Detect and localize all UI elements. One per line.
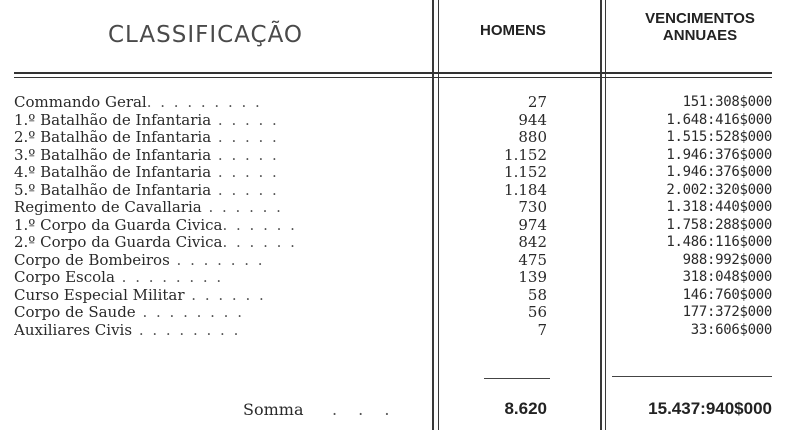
row-label: Corpo de Bombeiros [14,251,170,269]
row-homens: 1.152 [504,163,547,181]
row-vencimentos: 988:992$000 [682,251,772,268]
total-vencimentos: 15.437:940$000 [648,399,772,418]
row-label-cell [14,322,432,339]
row-label: 3.º Batalhão de Infantaria [14,146,212,164]
row-vencimentos: 1.648:416$000 [666,111,772,128]
table-body [0,94,800,339]
total-homens: 8.620 [504,399,547,418]
leader-dots: . . . . . [211,129,279,146]
row-label-cell [14,234,432,251]
row-homens: 1.184 [504,180,547,199]
row-vencimentos: 1.486:116$000 [666,234,772,250]
header-rule-bottom [14,77,772,78]
sum-rule-vencimentos [612,376,772,377]
row-label-cell [14,269,432,286]
row-label-cell [14,112,432,129]
row-label: 1.º Batalhão de Infantaria [14,111,212,129]
leader-dots: . . . . . . . . [132,321,241,339]
leader-dots: . . . . . . . [169,251,265,269]
table-row [0,182,800,200]
leader-dots: . . . . . . . . . [146,94,262,111]
table-row [0,234,800,252]
row-label-cell [14,147,432,164]
row-vencimentos: 1.946:376$000 [666,146,772,163]
row-homens: 944 [518,110,547,129]
leader-dots: . . . . . [211,146,279,164]
leader-dots: . . . . . . [222,216,297,234]
header-vencimentos-line2: ANNUAES [662,27,738,44]
row-label: Corpo Escola [14,269,115,286]
header-vencimentos [610,10,790,44]
row-homens: 56 [527,303,547,321]
row-label-cell [14,182,432,199]
row-label-cell [14,199,432,216]
leader-dots: . . . . . [211,164,279,181]
row-homens: 58 [527,285,547,304]
row-homens: 139 [518,268,547,286]
header-classificacao: CLASSIFICAÇÃO [108,22,304,48]
row-vencimentos: 1.758:288$000 [666,216,772,233]
table-row [0,269,800,287]
row-vencimentos: 151:308$000 [682,94,772,110]
table-row [0,252,800,270]
row-vencimentos: 318:048$000 [682,269,772,285]
total-leader-dots: . . . [332,400,398,419]
row-label-cell [14,304,432,321]
row-vencimentos: 177:372$000 [682,304,772,320]
leader-dots: . . . . . . [201,199,283,216]
row-vencimentos: 1.515:528$000 [666,129,772,145]
table-row [0,94,800,112]
row-vencimentos: 1.946:376$000 [666,164,772,180]
row-label: Corpo de Saude [14,304,136,321]
row-vencimentos: 146:760$000 [682,286,772,303]
header-vencimentos-line1: VENCIMENTOS [645,10,755,27]
row-label-cell [14,94,432,111]
row-label: Regimento de Cavallaria [14,199,202,216]
row-label: 2.º Batalhão de Infantaria [14,129,212,146]
table-row [0,304,800,322]
table-row [0,322,800,340]
header-rule-top [14,72,772,74]
leader-dots: . . . . . . . . [135,304,244,321]
row-label: 1.º Corpo da Guarda Civica [14,216,223,234]
row-homens: 730 [518,198,547,216]
row-homens: 7 [537,320,547,339]
table-row [0,199,800,217]
row-label: Auxiliares Civis [14,321,133,339]
table-row [0,287,800,305]
table-row [0,217,800,235]
row-vencimentos: 1.318:440$000 [666,199,772,215]
row-label: 4.º Batalhão de Infantaria [14,164,212,181]
row-label: Commando Geral [14,94,147,111]
leader-dots: . . . . . . [184,286,266,304]
row-vencimentos: 2.002:320$000 [666,181,772,198]
row-label-cell [14,129,432,146]
total-label: Somma [243,400,304,419]
row-label-cell [14,287,432,304]
row-label-cell [14,252,432,269]
table-row [0,147,800,165]
row-homens: 974 [518,215,547,234]
leader-dots: . . . . . [211,111,279,129]
table-row [0,129,800,147]
table-row [0,112,800,130]
row-vencimentos: 33:606$000 [690,321,772,338]
row-homens: 27 [527,93,547,111]
row-label-cell [14,217,432,234]
row-homens: 475 [518,250,547,269]
row-label: 2.º Corpo da Guarda Civica [14,234,223,251]
leader-dots: . . . . . . . . [114,269,224,286]
sum-rule-homens [484,378,550,379]
row-homens: 880 [518,128,547,146]
row-label: Curso Especial Militar [14,286,185,304]
table-row [0,164,800,182]
row-homens: 1.152 [504,145,547,164]
header-homens: HOMENS [480,22,546,39]
leader-dots: . . . . . [211,181,279,199]
leader-dots: . . . . . . [222,234,297,251]
row-label: 5.º Batalhão de Infantaria [14,181,212,199]
row-homens: 842 [518,233,547,251]
row-label-cell [14,164,432,181]
